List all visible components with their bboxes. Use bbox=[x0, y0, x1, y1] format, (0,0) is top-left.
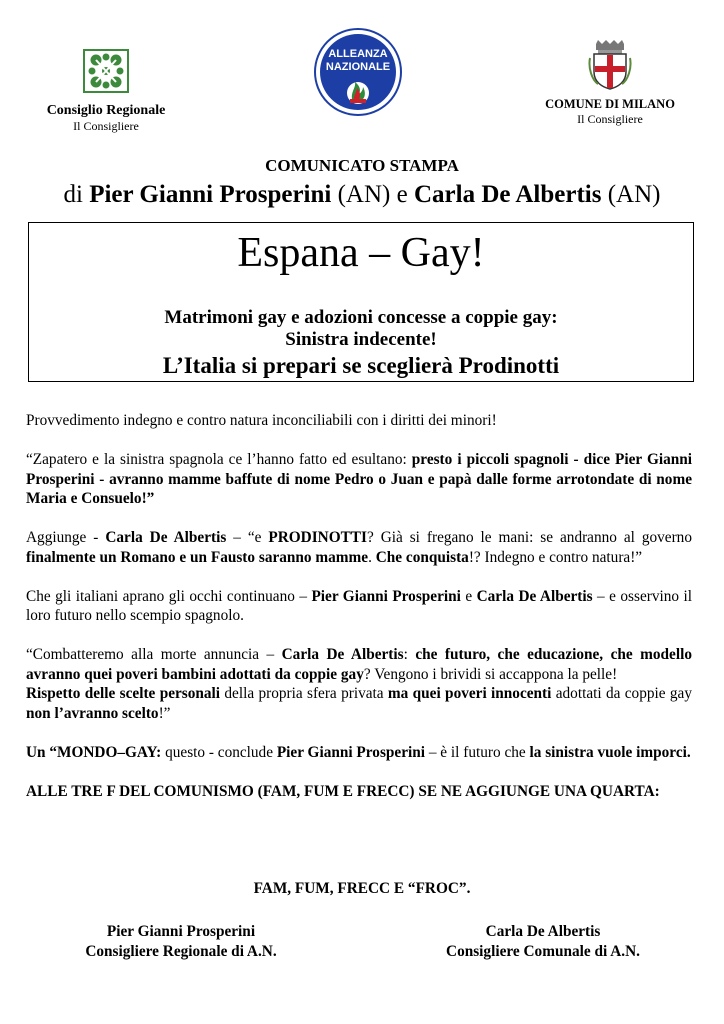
paragraph-7 bbox=[26, 743, 692, 763]
bold-run: presto i piccoli spagnoli - dice Pier Gianni Prosperini - avranno mamme baffute di nome Pedro o Juan e papà dalle forme arrotondate di nome Maria e Consuelo!” bbox=[26, 451, 693, 507]
bold-run: Pier Gianni Prosperini bbox=[311, 587, 461, 605]
headline: Espana – Gay! bbox=[237, 230, 485, 276]
lombardy-rose-icon bbox=[82, 48, 130, 94]
milan-coat-of-arms-icon bbox=[588, 40, 632, 90]
bold-run: Rispetto delle scelte personali bbox=[26, 685, 221, 702]
paragraph-3 bbox=[26, 528, 692, 567]
subheadline-1: Matrimoni gay e adozioni concesse a coppie gay: bbox=[164, 307, 558, 328]
text-run: Che gli italiani aprano gli occhi continuano – bbox=[26, 587, 312, 605]
paragraph-1: Provvedimento indegno e contro natura inconciliabili con i diritti dei minori! bbox=[26, 412, 497, 429]
bold-run: ma quei poveri innocenti bbox=[387, 685, 552, 702]
bold-run: finalmente un Romano e un Fausto saranno mamme bbox=[26, 548, 369, 566]
text-run: “Combatteremo alla morte annuncia – bbox=[26, 646, 282, 663]
alleanza-nazionale-logo bbox=[313, 27, 403, 117]
signature-right-name: Carla De Albertis bbox=[485, 923, 601, 940]
signature-left bbox=[50, 922, 312, 962]
headline-box bbox=[28, 222, 694, 382]
text-run: – “e bbox=[226, 529, 269, 546]
signature-right bbox=[412, 922, 674, 962]
signature-left-name: Pier Gianni Prosperini bbox=[106, 923, 256, 940]
signature-right-title: Consigliere Comunale di A.N. bbox=[446, 943, 640, 960]
subheadline-3: L’Italia si prepari se sceglierà Prodinotti bbox=[162, 353, 560, 378]
milan-municipality-header bbox=[530, 40, 690, 127]
closing-line: FAM, FUM, FRECC E “FROC”. bbox=[253, 880, 471, 897]
paragraph-6 bbox=[26, 684, 692, 723]
signature-left-title: Consigliere Regionale di A.N. bbox=[85, 943, 277, 960]
an-logo-line2: NAZIONALE bbox=[325, 61, 391, 73]
milan-municipality-name: COMUNE DI MILANO bbox=[545, 97, 675, 111]
text-run: questo - conclude bbox=[161, 743, 277, 761]
bold-run: la sinistra vuole imporci. bbox=[529, 743, 691, 761]
bold-run: Carla De Albertis bbox=[281, 646, 404, 663]
subheadline-2: Sinistra indecente! bbox=[285, 329, 437, 350]
text-run: ? Già si fregano le mani: se andranno al governo bbox=[366, 529, 692, 546]
bold-run: Un “MONDO–GAY: bbox=[26, 743, 162, 761]
press-release-body bbox=[26, 411, 692, 801]
bold-run: Che conquista bbox=[375, 548, 469, 566]
text-run: adottati da coppie gay bbox=[551, 685, 692, 702]
regional-council-name: Consiglio Regionale bbox=[46, 103, 166, 118]
paragraph-2 bbox=[26, 450, 692, 509]
bold-run: PRODINOTTI bbox=[268, 529, 367, 546]
bold-run: ALLE TRE F DEL COMUNISMO (FAM, FUM E FRECC) SE NE AGGIUNGE UNA QUARTA: bbox=[26, 782, 660, 800]
text-run: : bbox=[403, 646, 416, 663]
authors-conjunction: e bbox=[396, 181, 414, 208]
milan-municipality-role: Il Consigliere bbox=[577, 112, 643, 126]
text-run: Aggiunge - bbox=[26, 529, 106, 546]
text-run: . bbox=[368, 548, 376, 566]
regional-council-role: Il Consigliere bbox=[73, 119, 139, 133]
paragraph-5 bbox=[26, 645, 692, 684]
text-run: ? Vengono i brividi si accappona la pelle! bbox=[363, 665, 618, 683]
alleanza-nazionale-flame-icon bbox=[347, 82, 369, 104]
press-release-label: COMUNICATO STAMPA bbox=[265, 156, 459, 175]
bold-run: non l’avranno scelto bbox=[26, 704, 159, 722]
text-run: della propria sfera privata bbox=[220, 685, 388, 702]
author-2-party: (AN) bbox=[601, 181, 661, 208]
text-run: e bbox=[460, 587, 477, 605]
text-run: “Zapatero e la sinistra spagnola ce l’hanno fatto ed esultano: bbox=[26, 451, 412, 468]
text-run: !? Indegno e contro natura!” bbox=[468, 548, 643, 566]
bold-run: Pier Gianni Prosperini bbox=[276, 743, 425, 761]
bold-run: Carla De Albertis bbox=[105, 529, 227, 546]
text-run: !” bbox=[158, 704, 171, 722]
authors-prefix: di bbox=[63, 181, 90, 208]
regional-council-header bbox=[28, 48, 184, 134]
author-1-name: Pier Gianni Prosperini bbox=[89, 181, 332, 208]
paragraph-8 bbox=[26, 782, 692, 802]
author-2-name: Carla De Albertis bbox=[413, 181, 602, 208]
text-run: – e osservino il loro futuro nello scempio spagnolo. bbox=[26, 587, 692, 624]
author-1-party: (AN) bbox=[331, 181, 397, 208]
paragraph-4 bbox=[26, 587, 692, 626]
bold-run: che futuro, che educazione, che modello avranno quei poveri bambini adottati da coppie gay bbox=[26, 646, 692, 683]
bold-run: Carla De Albertis bbox=[476, 587, 593, 605]
text-run: – è il futuro che bbox=[425, 743, 530, 761]
an-logo-line1: ALLEANZA bbox=[328, 48, 388, 60]
authors-line bbox=[0, 181, 724, 209]
